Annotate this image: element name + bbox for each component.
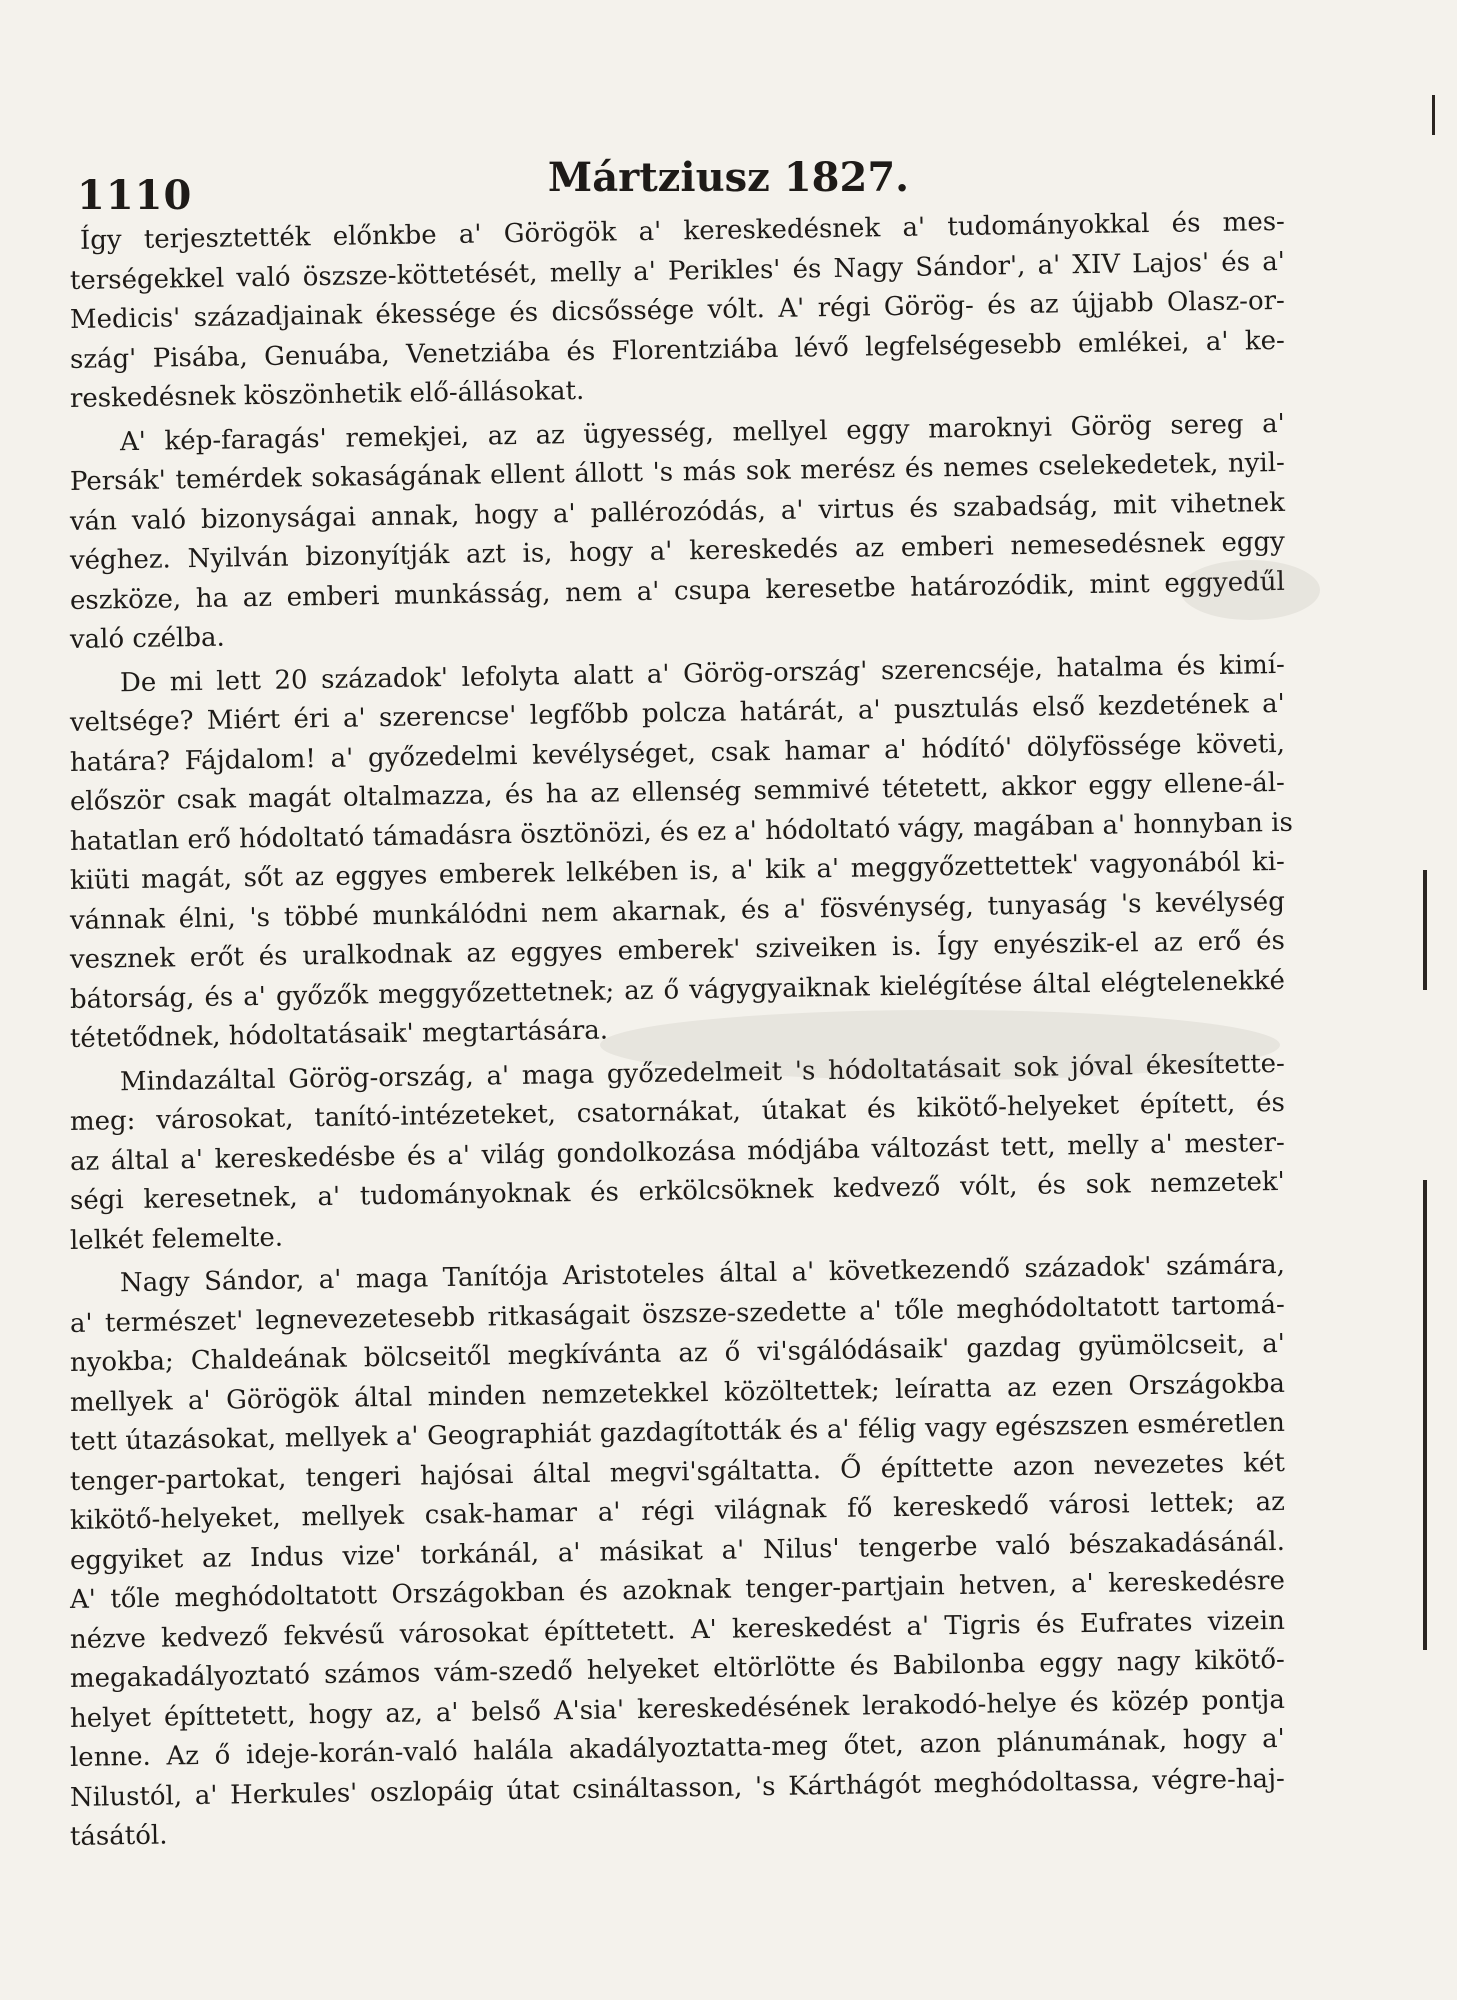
paragraph <box>69 1048 1286 1262</box>
text-line: eggyiket az Indus vize' torkánál, a' másikat a' Nilus' tengerbe való bészakadásánál. <box>69 1526 1286 1576</box>
text-line: nyokba; Chaldeának bölcseitől megkívánta az ő vi'sgálódásaik' gazdag gyümölcseit, a' <box>69 1328 1286 1378</box>
paragraph <box>69 649 1294 1060</box>
text-line: Medicis' századjainak ékessége és dicsőssége vólt. A' régi Görög- és az újjabb Olasz-or- <box>69 285 1286 335</box>
binding-edge-mark <box>1432 95 1435 135</box>
text-line: Mindazáltal Görög-ország, a' maga győzedelmeit 's hódoltatásait sok jóval ékesítette- <box>119 1048 1286 1097</box>
text-line: kikötő-helyeket, mellyek csak-hamar a' régi világnak fő kereskedő városi lettek; az <box>69 1486 1286 1536</box>
text-line: Így terjesztették előnkbe a' Görögök a' kereskedésnek a' tudományokkal és mes- <box>79 206 1286 256</box>
text-line: Persák' temérdek sokaságának ellent állott 's más sok merész és nemes cselekedetek, nyil- <box>69 447 1286 497</box>
text-line: mellyek a' Görögök által minden nemzetekkel közöltettek; leíratta az ezen Országokba <box>69 1368 1286 1418</box>
text-line: szág' Pisába, Genuába, Venetziába és Florentziába lévő legfelségesebb emlékei, a' ke- <box>69 325 1286 375</box>
text-line: lelkét felemelte. <box>69 1222 284 1256</box>
paper-smudge <box>600 1010 1280 1080</box>
text-line: kiüti magát, sőt az eggyes emberek lelkében is, a' kik a' meggyőzettettek' vagyonából ki- <box>69 846 1286 896</box>
binding-edge-mark <box>1423 870 1427 990</box>
text-line: helyet építtetett, hogy az, a' belső A'sia' kereskedésének lerakodó-helye és közép pontja <box>69 1684 1286 1734</box>
paper-smudge <box>1180 560 1320 620</box>
running-head-title: Mártziusz 1827. <box>547 154 910 201</box>
text-line: tásától. <box>69 1820 168 1852</box>
text-line: az által a' kereskedésbe és a' világ gondolkozása módjába változást tett, melly a' mester- <box>69 1127 1286 1177</box>
text-line: Nilustól, a' Herkules' oszlopáig útat csináltasson, 's Kárthágót meghódoltassa, végre-haj- <box>69 1763 1286 1813</box>
text-line: tett útazásokat, mellyek a' Geographiát gazdagították és a' félig vagy egészszen esméretlen <box>69 1407 1286 1457</box>
text-line: reskedésnek köszönhetik elő-állásokat. <box>69 375 585 414</box>
text-line: először csak magát oltalmazza, és ha az ellenség semmivé tétetett, akkor eggy ellene-ál- <box>69 767 1286 817</box>
text-line: tenger-partokat, tengeri hajósai által megvi'sgáltatta. Ő építtette azon nevezetes két <box>69 1447 1286 1497</box>
text-line: De mi lett 20 századok' lefolyta alatt a' Görög-ország' szerencséje, hatalma és kimí- <box>119 649 1286 698</box>
text-line: véghez. Nyilván bizonyítják azt is, hogy a' kereskedés az emberi nemesedésnek eggy <box>69 526 1286 576</box>
binding-edge-mark <box>1423 1180 1427 1650</box>
text-line: veltsége? Miért éri a' szerencse' legfőbb polcza határát, a' pusztulás első kezdetének a' <box>69 688 1286 738</box>
text-line: A' kép-faragás' remekjei, az az ügyesség, mellyel eggy maroknyi Görög sereg a' <box>119 408 1286 457</box>
paragraph <box>69 408 1286 661</box>
text-line: vesznek erőt és uralkodnak az eggyes emberek' sziveiken is. Így enyészik-el az erő és <box>69 925 1286 975</box>
text-line: bátorság, és a' győzők meggyőzettetnek; az ő vágygyaiknak kielégítése által elégtelenekké <box>69 965 1286 1015</box>
text-line: vánnak élni, 's többé munkálódni nem akarnak, és a' fösvénység, tunyaság 's kevélység <box>69 886 1286 936</box>
text-line: terségekkel való öszsze-köttetését, melly a' Perikles' és Nagy Sándor', a' XIV Lajos' és a' <box>69 246 1286 296</box>
text-line: megakadályoztató számos vám-szedő helyeket eltörlötte és Babilonba eggy nagy kikötő- <box>69 1644 1286 1694</box>
text-line: A' tőle meghódoltatott Országokban és azoknak tenger-partjain hetven, a' kereskedésre <box>69 1565 1286 1615</box>
text-line: lenne. Az ő ideje-korán-való halála akadályoztatta-meg őtet, azon plánumának, hogy a' <box>69 1723 1286 1773</box>
text-line: eszköze, ha az emberi munkásság, nem a' csupa keresetbe határozódik, mint eggyedűl <box>69 566 1286 616</box>
text-line: ván való bizonyságai annak, hogy a' pallérozódás, a' virtus és szabadság, mit vihetnek <box>69 487 1286 537</box>
paragraph <box>69 1249 1286 1858</box>
text-line: Nagy Sándor, a' maga Tanítója Aristoteles által a' következendő századok' számára, <box>119 1249 1286 1299</box>
text-line: nézve kedvező fekvésű városokat építtetett. A' kereskedést a' Tigris és Eufrates vizein <box>69 1605 1286 1655</box>
page-number: 1110 <box>77 172 193 219</box>
text-line: tétetődnek, hódoltatásaik' megtartására. <box>69 1015 609 1054</box>
text-line: való czélba. <box>69 622 226 655</box>
paragraph <box>69 206 1286 420</box>
text-line: a' természet' legnevezetesebb ritkaságait öszsze-szedette a' tőle meghódoltatott tartomá- <box>69 1289 1286 1339</box>
text-line: határa? Fájdalom! a' győzedelmi kevélységet, csak hamar a' hódító' dölyfössége követi, <box>69 728 1286 778</box>
text-line: meg: városokat, tanító-intézeteket, csatornákat, útakat és kikötő-helyeket épített, és <box>69 1087 1286 1137</box>
text-line: hatatlan erő hódoltató támadásra ösztönözi, és ez a' hódoltató vágy, magában a' honnyban is <box>69 807 1294 857</box>
text-line: ségi keresetnek, a' tudományoknak és erkölcsöknek kedvező vólt, és sok nemzetek' <box>69 1166 1286 1216</box>
